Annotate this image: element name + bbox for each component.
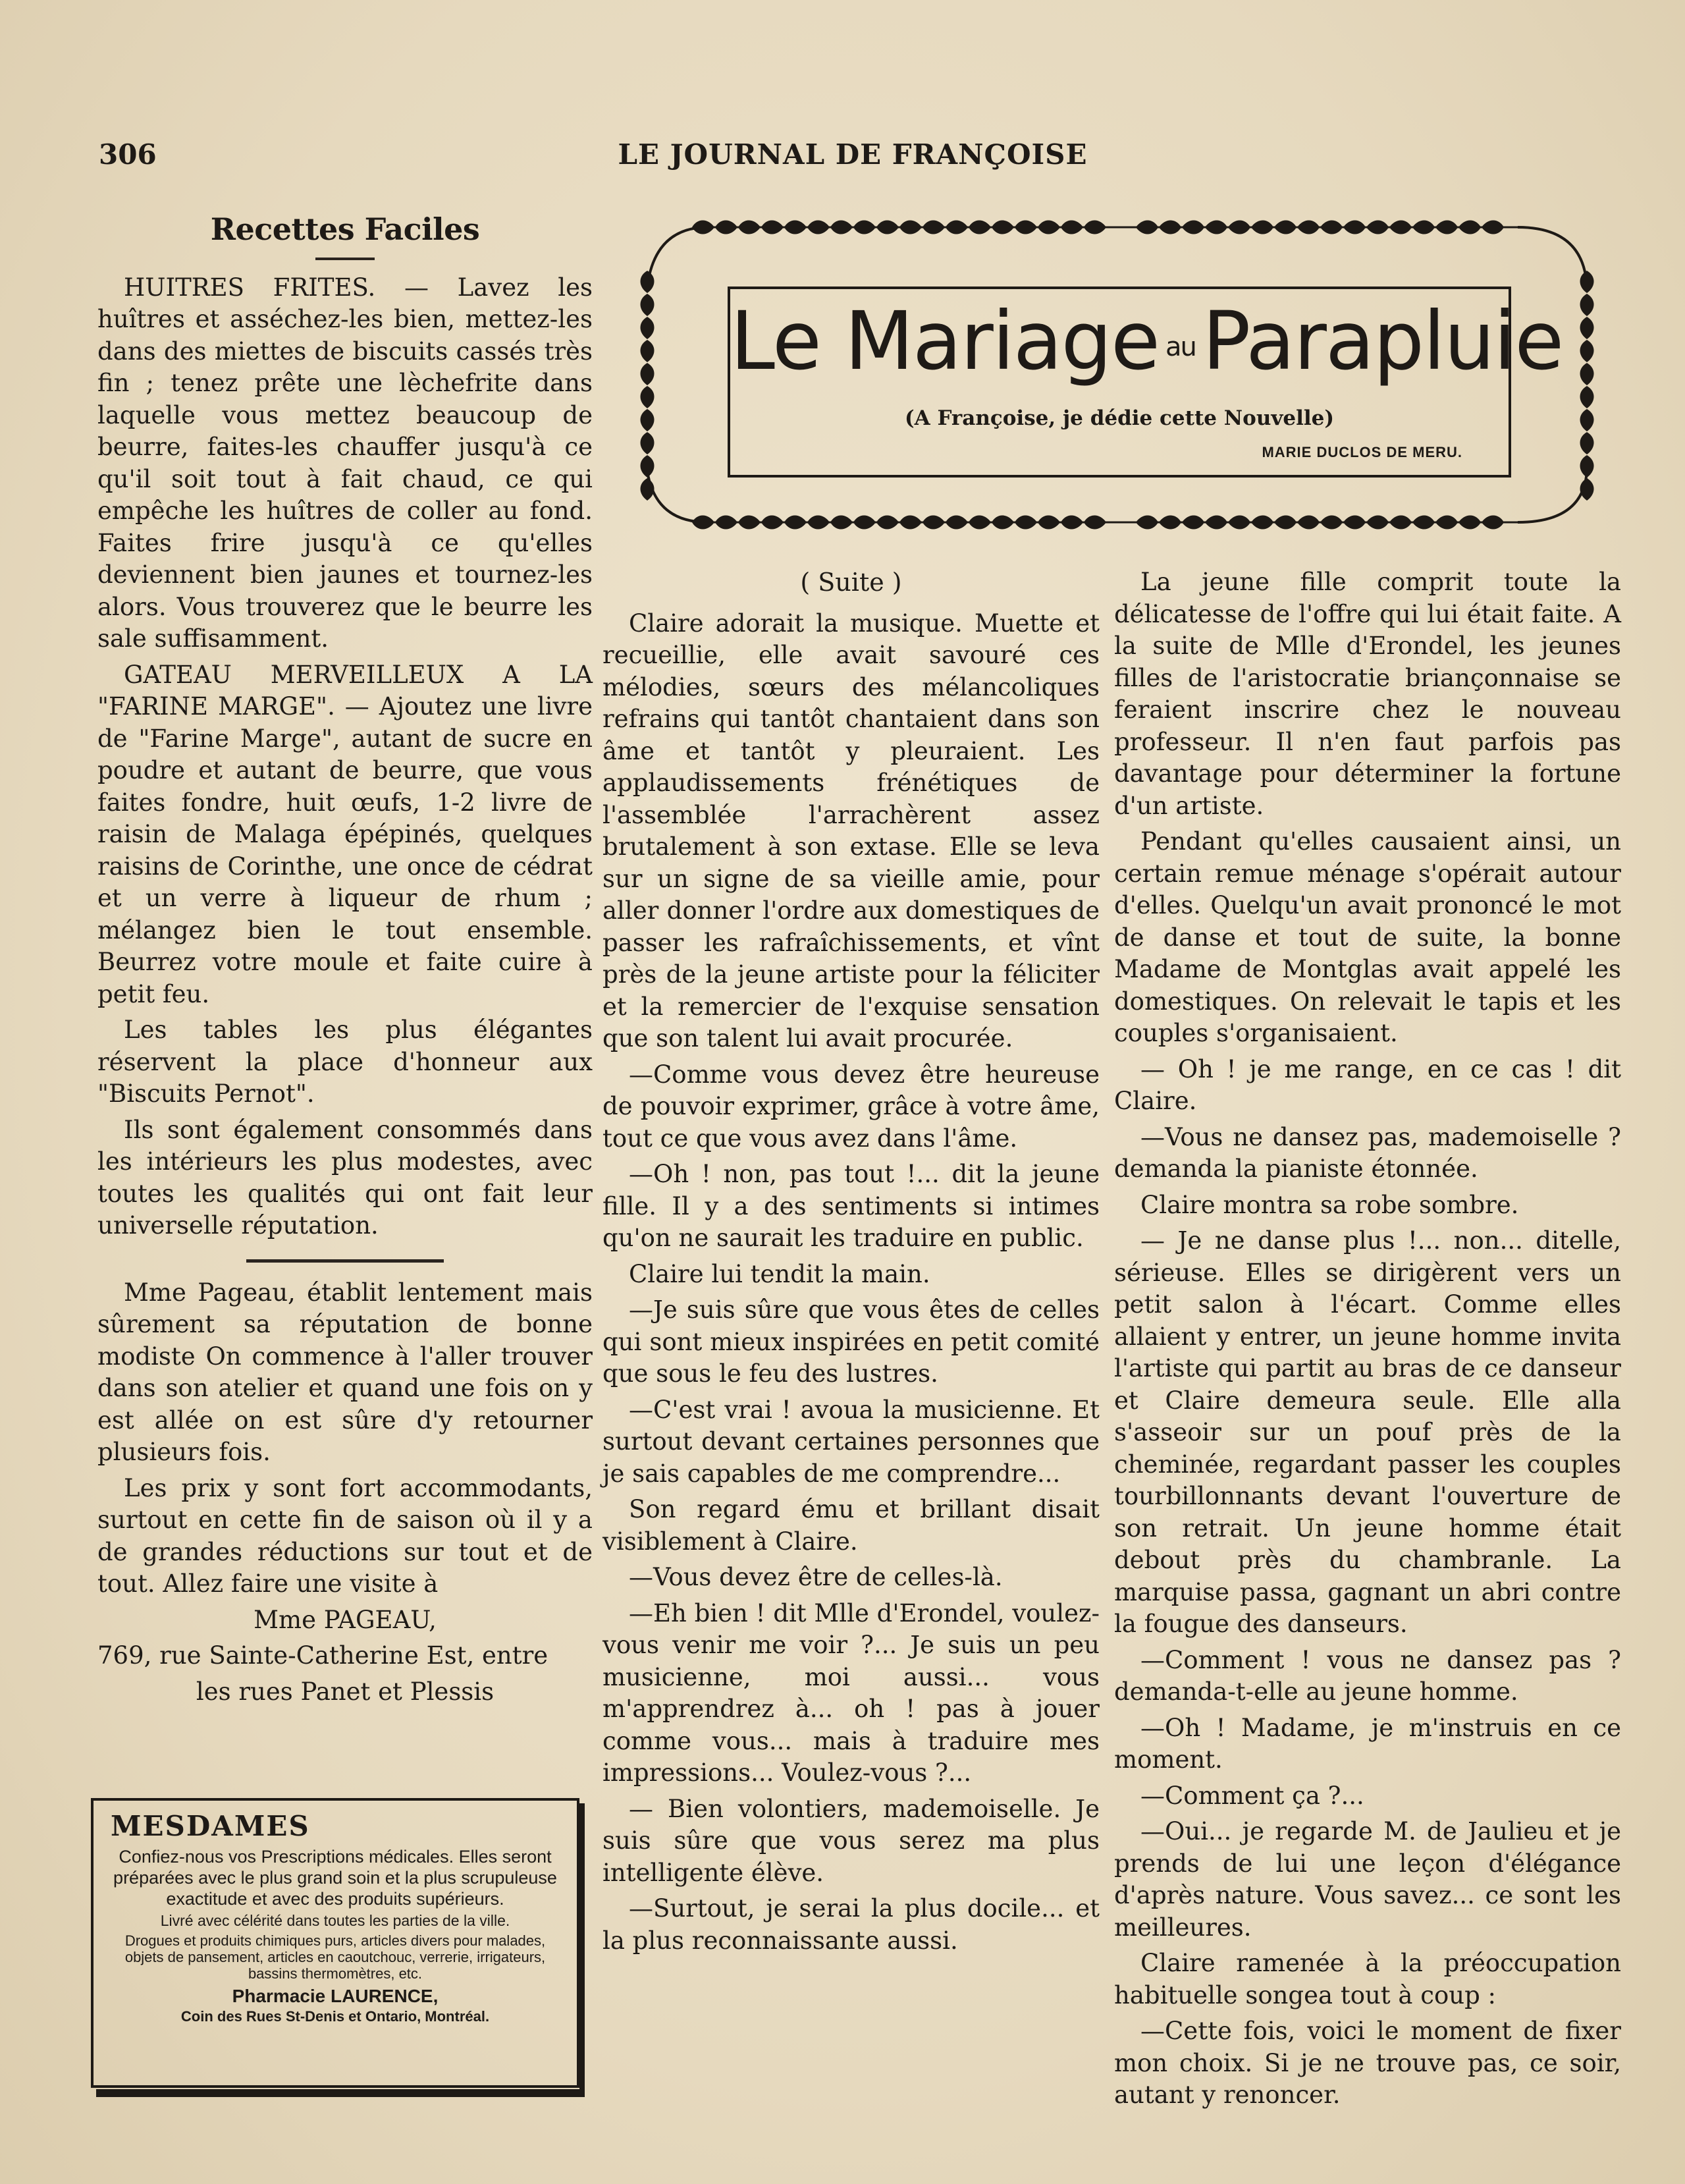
page-number: 306 — [99, 138, 157, 171]
story-paragraph: —Vous ne dansez pas, mademoiselle ? demanda la pianiste étonnée. — [1114, 1122, 1621, 1183]
story-column-3 — [1114, 566, 1621, 2116]
notice-address-1: 769, rue Sainte-Catherine Est, entre — [97, 1641, 548, 1670]
ad-shadow — [96, 2089, 585, 2097]
suite-label: ( Suite ) — [800, 568, 902, 597]
ad-delivery: Livré avec célérité dans toutes les parties de la ville. — [160, 1912, 510, 1929]
recipes-column — [97, 211, 593, 1712]
story-paragraph: —Vous devez être de celles-là. — [629, 1563, 1003, 1591]
story-paragraph: —Oh ! Madame, je m'instruis en ce moment. — [1114, 1713, 1621, 1774]
story-paragraph: Pendant qu'elles causaient ainsi, un certain remue ménage s'opérait autour d'elles. Quelqu'un avait prononcé le mot de danse et tout de suite, la bonne Madame de Montglas avait appelé les domestiques. On relevait le tapis et les couples s'organisaient. — [1114, 827, 1621, 1047]
notice-paragraph-2: Les prix y sont fort accommodants, surtout en cette fin de saison où il y a de grandes réductions sur tout et de tout. Allez faire une visite à — [97, 1473, 593, 1598]
pharmacy-ad — [91, 1798, 579, 2088]
story-paragraph: La jeune fille comprit toute la délicatesse de l'offre qui lui était faite. A la suite de Mlle d'Erondel, les jeunes filles de l'aristocratie briançonnaise se feraient inscrire chez le nouveau professeur. Il n'en faut parfois pas davantage pour déterminer la fortune d'un artiste. — [1114, 568, 1621, 820]
ad-address: Coin des Rues St-Denis et Ontario, Montréal. — [180, 2008, 490, 2025]
story-paragraph: Claire adorait la musique. Muette et recueillie, elle avait savouré ces mélodies, sœurs des mélancoliques refrains qui tantôt chantaient dans son âme et tantôt y pleuraient. Les applaudissements frénétiques de l'assemblée l'arrachèrent assez brutalement à son extase. Elle se leva sur un signe de sa vieille amie, pour aller donner l'ordre aux domestiques de passer les rafraîchissements, et vînt près de la jeune artiste pour la féliciter et la remercier de l'exquise sensation que son talent lui avait procurée. — [602, 609, 1100, 1052]
story-title-small: au — [1165, 331, 1196, 362]
story-paragraph: —Comme vous devez être heureuse de pouvoir exprimer, grâce à votre âme, tout ce que vous avez dans l'âme. — [602, 1060, 1100, 1153]
story-paragraph: —Je suis sûre que vous êtes de celles qui sont mieux inspirées en petit comité que sous le feu des lustres. — [602, 1296, 1100, 1388]
story-paragraph: —Comment ! vous ne dansez pas ? demanda-t-elle au jeune homme. — [1114, 1645, 1621, 1706]
story-paragraph: Claire montra sa robe sombre. — [1140, 1190, 1519, 1219]
page-header — [99, 138, 1607, 184]
story-paragraph: Claire lui tendit la main. — [629, 1259, 930, 1288]
story-paragraph: Son regard ému et brillant disait visiblement à Claire. — [602, 1495, 1100, 1556]
notice-name: Mme PAGEAU, — [254, 1605, 437, 1634]
story-paragraph: —Eh bien ! dit Mlle d'Erondel, voulez-vous venir me voir ?... Je suis un peu musicienne, moi aussi... vous m'apprendrez à... oh ! pas à jouer comme vous... mais à traduire mes impressions... Voulez-vous ?... — [602, 1598, 1100, 1787]
story-title-box — [728, 287, 1563, 478]
ad-heading: MESDAMES — [111, 1810, 310, 1842]
biscuits-ad-1: Les tables les plus élégantes réservent la place d'honneur aux "Biscuits Pernot". — [97, 1016, 593, 1108]
story-title-part1: Le Mariage — [730, 294, 1159, 388]
story-title-frame — [629, 207, 1613, 550]
story-paragraph: —Comment ça ?... — [1140, 1781, 1364, 1810]
notice-paragraph-1: Mme Pageau, établit lentement mais sûrement sa réputation de bonne modiste On commence à l'aller trouver dans son atelier et quand une fois on y est allée on est sûre d'y retourner plusieurs fois. — [97, 1278, 593, 1466]
ad-body: Confiez-nous vos Prescriptions médicales. Elles seront préparées avec le plus grand soin et la plus scrupuleuse exactitude et avec des produits supérieurs. — [113, 1847, 557, 1909]
ad-pharmacy-name: Pharmacie LAURENCE, — [232, 1986, 439, 2006]
story-paragraph: —Surtout, je serai la plus docile... et la plus reconnaissante aussi. — [602, 1894, 1100, 1955]
story-author: MARIE DUCLOS DE MERU. — [1262, 444, 1462, 460]
story-paragraph: — Bien volontiers, mademoiselle. Je suis sûre que vous serez ma plus intelligente élève. — [602, 1794, 1100, 1887]
story-paragraph: —Oui... je regarde M. de Jaulieu et je prends de lui une leçon d'élégance d'après nature. Vous savez... ce sont les meilleures. — [1114, 1817, 1621, 1942]
recipes-title: Recettes Faciles — [210, 211, 480, 247]
recipe-oysters: HUITRES FRITES. — Lavez les huîtres et asséchez-les bien, mettez-les dans des miettes de biscuits cassés très fin ; tenez prête une lèchefrite dans laquelle vous mettez beaucoup de beurre, faites-les chauffer jusqu'à ce qu'il soit tout à fait chaud, ce qui empêche les huîtres de coller au fond. Faites frire jusqu'à ce qu'elles deviennent bien jaunes et tournez-les alors. Vous trouverez que le beurre les sale suffisamment. — [97, 273, 593, 653]
ad-products: Drogues et produits chimiques purs, articles divers pour malades, objets de pansement, articles en caoutchouc, verrerie, irrigateurs, bassins thermomètres, etc. — [124, 1932, 546, 1982]
story-dedication: (A Françoise, je dédie cette Nouvelle) — [904, 406, 1335, 430]
story-title-part2: Parapluie — [1202, 294, 1563, 388]
notice-address-2: les rues Panet et Plessis — [196, 1677, 495, 1706]
running-title: LE JOURNAL DE FRANÇOISE — [618, 138, 1088, 171]
section-rule — [246, 1259, 444, 1263]
story-paragraph: — Je ne danse plus !... non... ditelle, sérieuse. Elles se dirigèrent vers un petit salon à l'écart. Comme elles allaient y entrer, un jeune homme invita l'artiste qui partit au bras de ce danseur et Claire demeura seule. Elle alla s'asseoir sur un pouf près de la cheminée, regardant passer les couples tourbillonnants devant l'ouverture de son retrait. Un jeune homme était debout près du chambranle. La marquise passa, gagnant un abri contre la fougue des danseurs. — [1114, 1226, 1621, 1638]
story-paragraph: —Cette fois, voici le moment de fixer mon choix. Si je ne trouve pas, ce soir, autant y renoncer. — [1114, 2017, 1621, 2109]
short-rule — [315, 258, 375, 260]
story-paragraph: —C'est vrai ! avoua la musicienne. Et surtout devant certaines personnes que je sais capables de me comprendre... — [602, 1395, 1100, 1488]
story-paragraph: — Oh ! je me range, en ce cas ! dit Claire. — [1114, 1054, 1621, 1115]
biscuits-ad-2: Ils sont également consommés dans les intérieurs les plus modestes, avec toutes les qualités qui ont fait leur universelle réputation. — [97, 1115, 593, 1240]
story-paragraph: —Oh ! non, pas tout !... dit la jeune fille. Il y a des sentiments si intimes qu'on ne saurait les traduire en public. — [602, 1160, 1100, 1252]
recipe-cake: GATEAU MERVEILLEUX A LA "FARINE MARGE". — Ajoutez une livre de "Farine Marge", autant de sucre en poudre et autant de beurre, que vous faites fondre, huit œufs, 1-2 livre de raisin de Malaga épépinés, quelques raisins de Corinthe, une once de cédrat et un verre à liqueur de rhum ; mélangez bien le tout ensemble. Beurrez votre moule et faite cuire à petit feu. — [97, 660, 593, 1008]
story-title — [730, 294, 1563, 388]
ad-shadow-right — [579, 1803, 585, 2097]
story-column-2 — [602, 566, 1100, 1961]
story-paragraph: Claire ramenée à la préoccupation habituelle songea tout à coup : — [1114, 1949, 1621, 2009]
